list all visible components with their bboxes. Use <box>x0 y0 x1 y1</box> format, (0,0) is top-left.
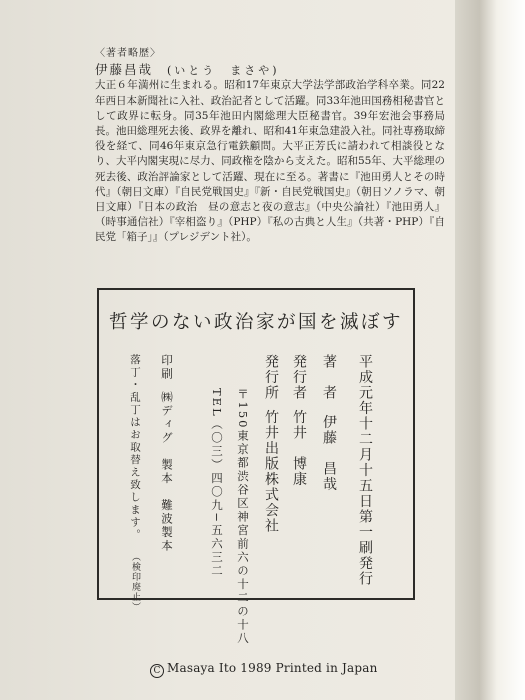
publisher-person-value: 竹井 博康 <box>291 409 307 487</box>
publisher-tel: TEL（〇三）四〇九−五六三二 <box>210 388 224 578</box>
bio-body: 大正６年満州に生まれる。昭和17年東京大学法学部政治学科卒業。同22年西日本新聞社に入社、政治記者として活躍。同33年池田国務相秘書官として政界に転身。同35年池田内閣総理大臣秘書官。39年宏池会事務局長。池田総理死去後、政界を離れ、昭和41年東急建設入社。同社専務取締役を経て、同46年東京急行電鉄顧問。大平正芳氏に請われて相談役となり、大平内閣実現に尽力、同政権を陰から支えた。昭和55年、大平総理の死去後、政治評論家として活躍、現在に至る。著書に『池田勇人とその時代』（朝日文庫）『自民党戦国史』『新・自民党戦国史』（朝日ソノラマ、朝日文庫）『日本の政治 昼の意志と夜の意志』（中央公論社）『池田勇人』（時事通信社）『宰相盗り』（PHP）『私の古典と人生』（共著・PHP）『自民党「箱子」』（プレジデント社）。 <box>95 79 445 244</box>
author-name-reading: (いとう まさや) <box>167 64 280 78</box>
copyright-line <box>150 661 378 678</box>
copyright-text: Masaya Ito 1989 Printed in Japan <box>167 661 378 675</box>
replacement-note: 落丁・乱丁はお取替え致します。 <box>129 354 141 542</box>
author-name: 伊藤昌哉 <box>95 62 154 78</box>
bio-name-line <box>95 62 445 78</box>
publisher-line <box>263 354 279 534</box>
colophon-box <box>97 288 415 646</box>
publisher-person-line <box>291 354 307 487</box>
book-title: 哲学のない政治家が国を滅ぼす <box>108 312 403 333</box>
publisher-label: 発行所 <box>263 354 279 401</box>
publisher-person-label: 発行者 <box>291 354 307 401</box>
publication-date: 平成元年十二月十五日第一刷発行 <box>357 354 373 587</box>
author-line <box>321 354 337 492</box>
copyright-symbol-icon: C <box>150 664 164 678</box>
stamp-note: （検印廃止） <box>130 552 140 612</box>
publisher-value: 竹井出版株式会社 <box>263 409 279 534</box>
author-label: 著 者 <box>321 354 337 401</box>
bio-heading: 〈著者略歴〉 <box>95 48 161 59</box>
adjacent-page-edge <box>455 0 525 700</box>
printer-line <box>159 354 175 553</box>
author-biography <box>95 46 445 246</box>
print-label: 印刷 <box>160 354 174 381</box>
print-value: ㈱ディグ 製本 難波製本 <box>160 391 174 553</box>
author-value: 伊藤 昌哉 <box>321 414 337 492</box>
publisher-address: 〒150東京都渋谷区神宮前六の十二の十八 <box>236 388 250 646</box>
